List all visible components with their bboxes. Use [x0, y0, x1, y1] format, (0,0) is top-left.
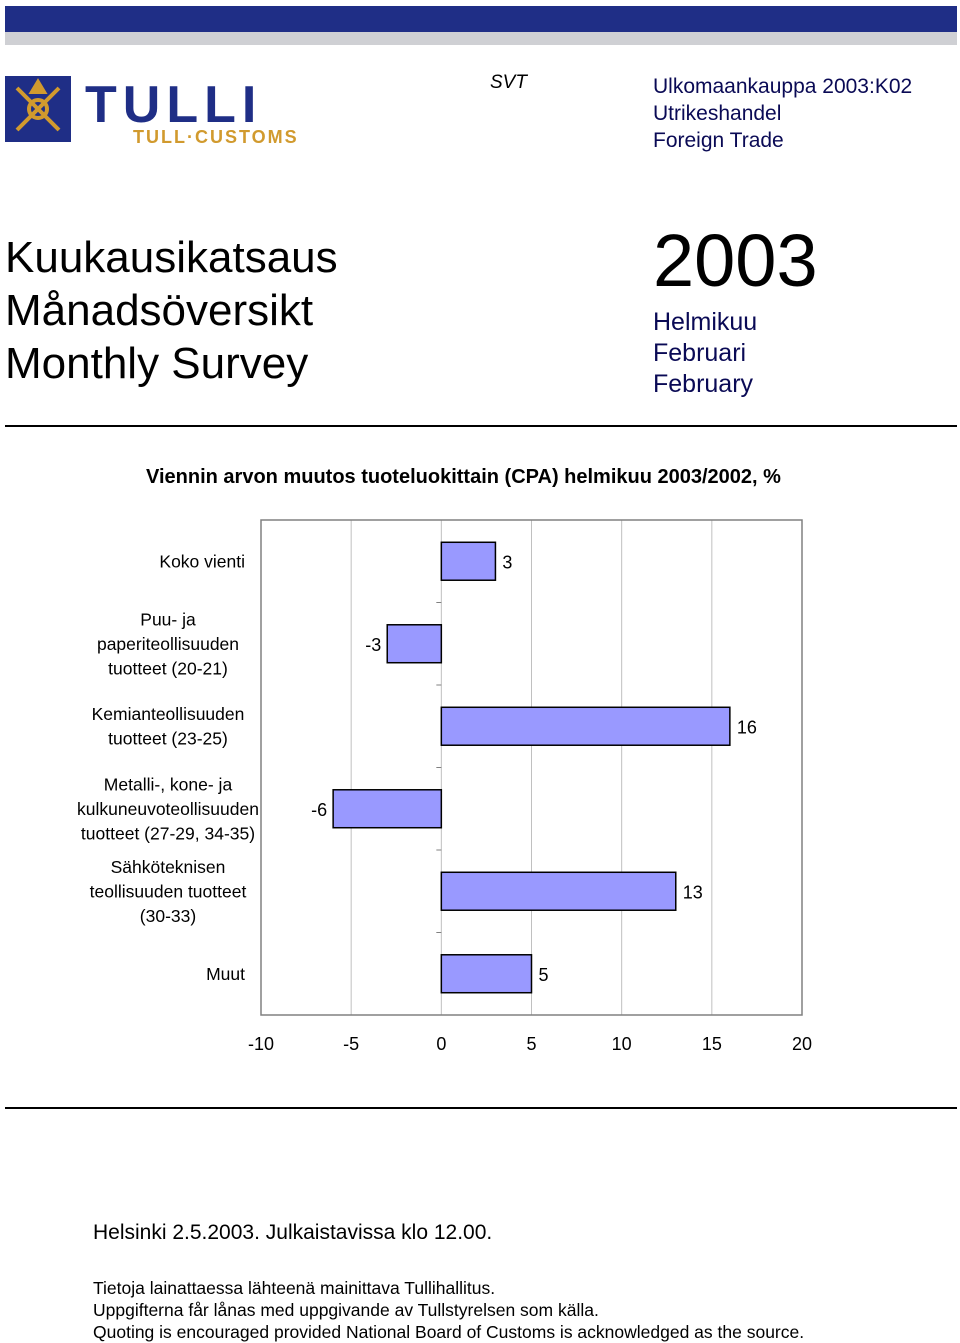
- bar: [441, 955, 531, 993]
- bar: [441, 707, 730, 745]
- series-tag: SVT: [490, 72, 527, 93]
- bar: [441, 872, 675, 910]
- x-tick-label: 10: [611, 1034, 632, 1054]
- publication-line: Foreign Trade: [653, 129, 784, 152]
- survey-title-line: Monthly Survey: [5, 339, 309, 388]
- survey-title-line: Kuukausikatsaus: [5, 233, 338, 282]
- logo-subtext: TULL·CUSTOMS: [133, 127, 299, 147]
- header-bar: [5, 6, 957, 32]
- bar: [333, 790, 441, 828]
- data-label: 16: [736, 717, 757, 738]
- x-tick-label: 20: [791, 1034, 813, 1054]
- data-label: 3: [502, 552, 513, 573]
- survey-title-line: Månadsöversikt: [5, 286, 314, 335]
- survey-year: 2003: [653, 219, 818, 302]
- bar: [441, 542, 495, 580]
- publication-info: [653, 73, 912, 154]
- data-label: -6: [311, 799, 328, 820]
- header-bar-secondary: [5, 32, 957, 45]
- tulli-logo: [5, 74, 365, 150]
- x-tick-label: -10: [247, 1034, 275, 1054]
- publication-line: Ulkomaankauppa 2003:K02: [653, 75, 913, 98]
- citation-note: Tietoja lainattaessa lähteenä mainittava Tullihallitus.: [93, 1278, 496, 1298]
- category-label: Kemianteollisuuden tuotteet (23-25): [91, 704, 245, 749]
- x-tick-label: 15: [701, 1034, 722, 1054]
- citation-note: Uppgifterna får lånas med uppgivande av Tullstyrelsen som källa.: [93, 1300, 599, 1320]
- category-label: Muut: [206, 963, 245, 984]
- bar-chart: [0, 500, 960, 1070]
- category-label: Sähköteknisen teollisuuden tuotteet (30-33): [89, 856, 247, 926]
- survey-title: [5, 231, 338, 390]
- x-tick-label: 0: [436, 1034, 447, 1054]
- chart-title: Viennin arvon muutos tuoteluokittain (CPA) helmikuu 2003/2002, %: [146, 466, 781, 488]
- release-dateline: Helsinki 2.5.2003. Julkaistavissa klo 12.00.: [93, 1221, 493, 1244]
- publication-line: Utrikeshandel: [653, 102, 782, 125]
- divider: [5, 1107, 957, 1109]
- x-tick-label: -5: [343, 1034, 360, 1054]
- x-tick-label: 5: [526, 1034, 537, 1054]
- logo-wordmark: TULLI: [85, 76, 263, 134]
- month-line: Helmikuu: [653, 308, 758, 336]
- category-label: Metalli-, kone- ja kulkuneuvoteollisuuden tuotteet (27-29, 34-35): [77, 774, 259, 844]
- category-label: Koko vienti: [159, 551, 245, 572]
- month-line: February: [653, 370, 754, 398]
- data-label: -3: [365, 634, 382, 655]
- citation-notes: [93, 1277, 804, 1343]
- divider: [5, 425, 957, 427]
- bar: [387, 625, 441, 663]
- data-label: 5: [538, 964, 549, 985]
- data-label: 13: [682, 882, 703, 903]
- month-line: Februari: [653, 339, 747, 367]
- category-label: Puu- ja paperiteollisuuden tuotteet (20-21): [96, 609, 240, 679]
- survey-month: [653, 307, 757, 400]
- citation-note: Quoting is encouraged provided National Board of Customs is acknowledged as the source.: [93, 1322, 805, 1342]
